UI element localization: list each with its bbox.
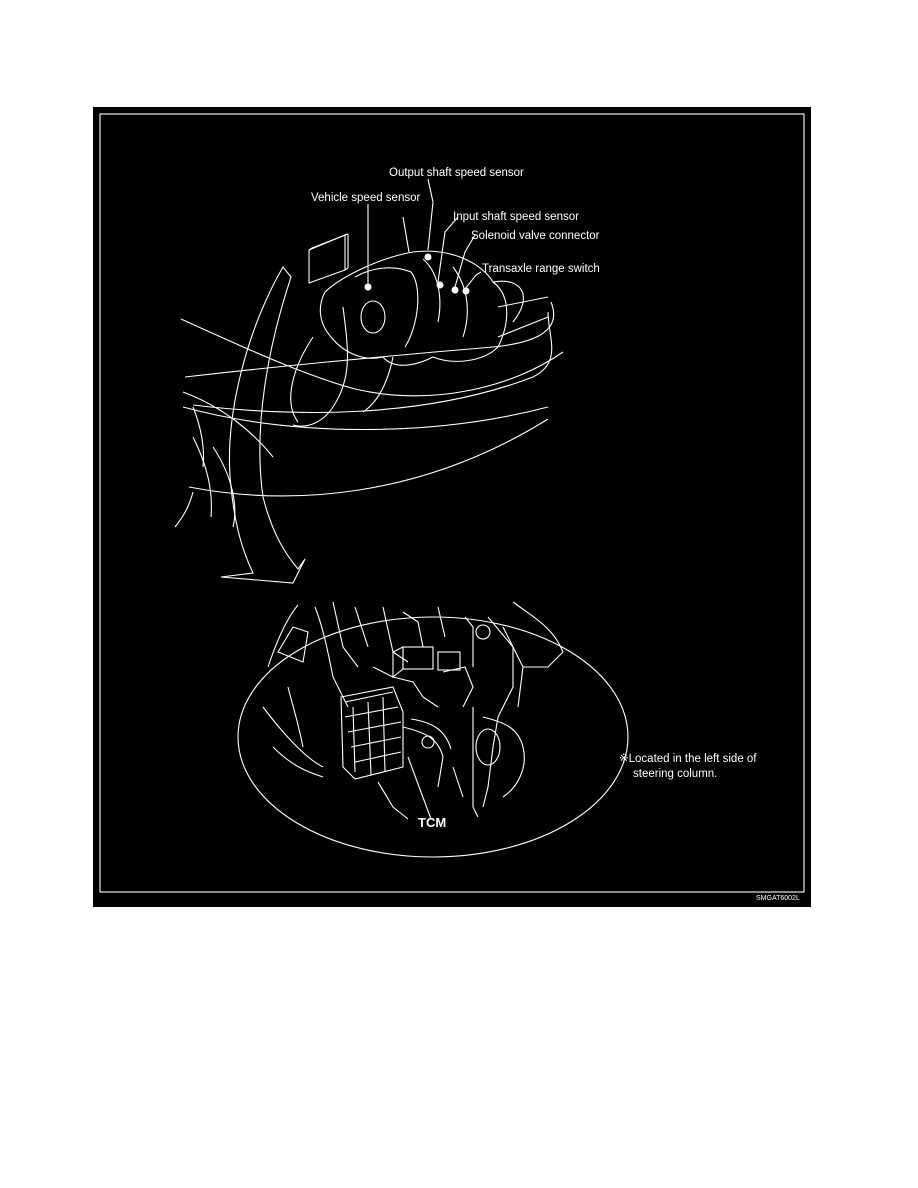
detail-drawing [263,602,563,819]
transaxle-range-switch-label: Transaxle range switch [482,263,600,275]
transaxle-diagram [93,107,811,907]
figure-code: SMGAT6002L [756,895,800,902]
transaxle-assembly [291,251,548,426]
vehicle-speed-sensor-label: Vehicle speed sensor [311,192,421,204]
input-shaft-speed-sensor-label: Input shaft speed sensor [453,211,579,223]
location-note-line-1: ※Located in the left side of [619,753,757,765]
diagram-drawing [93,107,811,907]
tcm-module [341,687,451,787]
output-shaft-speed-sensor-label: Output shaft speed sensor [389,167,524,179]
tcm-label: TCM [418,815,447,830]
pointer-arrow [221,267,305,583]
location-note [619,752,757,782]
solenoid-valve-connector-label: Solenoid valve connector [471,230,600,242]
location-note-line-2: steering column. [633,768,718,780]
